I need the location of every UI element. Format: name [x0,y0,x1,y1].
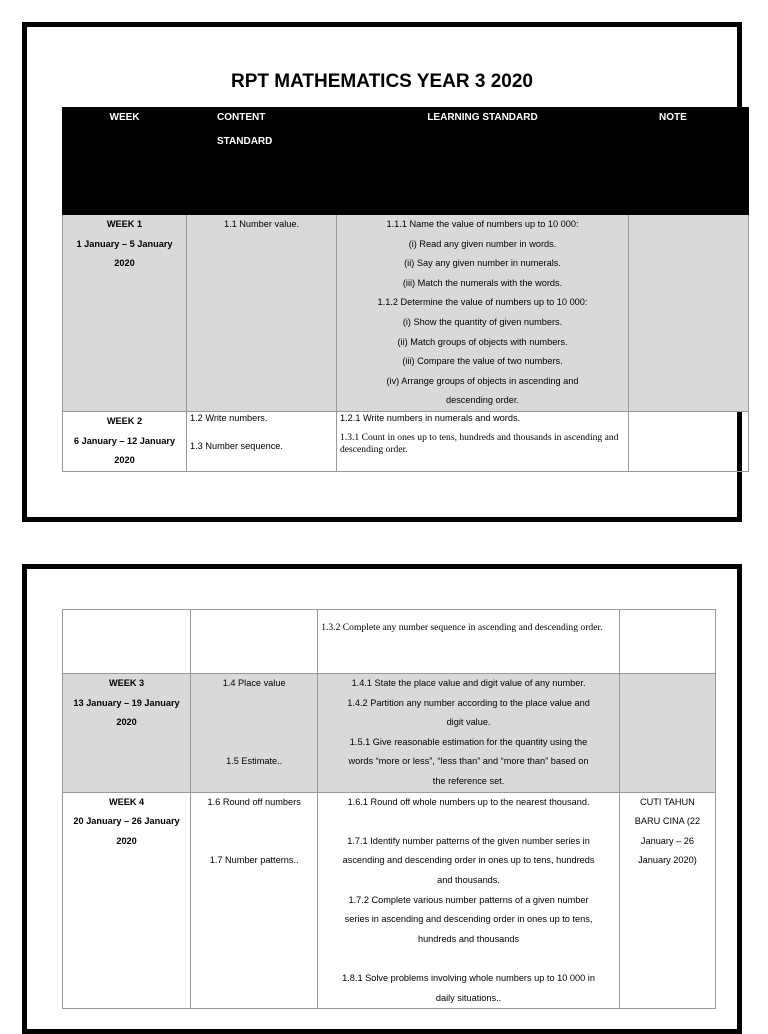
learning-standard-cell [318,610,620,674]
content-line: 1.4 Place value [222,678,286,688]
week-label: WEEK 2 [106,415,143,426]
week-label: WEEK 4 [108,796,145,807]
content-standard-cell: 1.1 Number value. [187,215,337,412]
week-dates: 6 January – 12 January [73,435,176,446]
learning-line: 1.6.1 Round off whole numbers up to the nearest thousand. [347,796,590,807]
note-line: January – 26 [640,835,694,846]
learning-line: descending order. [445,395,520,406]
note-cell [629,411,749,471]
week-cell [63,674,191,793]
learning-line: 1.4.1 State the place value and digit value of any number. [351,678,586,688]
table-row-week-2 [63,411,749,471]
week-dates: 13 January – 19 January [73,697,180,708]
scheme-table-2 [62,609,716,1009]
learning-line [321,812,616,832]
week-year: 2020 [116,835,137,846]
learning-line: ascending and descending order in ones up to tens, hundreds [342,855,595,866]
learning-standard-cell [337,215,629,412]
note-cell [619,792,715,1009]
week-label: WEEK 3 [108,678,145,688]
header-note: NOTE [629,108,749,215]
week-year: 2020 [114,455,135,466]
learning-line: 1.1.1 Name the value of numbers up to 10 000: [386,219,579,229]
learning-standard-cell [318,792,620,1009]
document-page-1 [22,22,742,522]
table-row-continued [63,610,716,674]
note-cell [619,674,715,793]
learning-line: words “more or less”, “less than” and “more than” based on [348,756,589,767]
content-standard-cell [187,411,337,471]
content-line: 1.6 Round off numbers [207,796,301,807]
learning-line: (i) Show the quantity of given numbers. [402,316,563,327]
document-page-2 [22,564,742,1034]
week-cell [63,411,187,471]
content-standard-cell [191,610,318,674]
learning-line: series in ascending and descending order in ones up to tens, [344,914,593,925]
learning-line: and thousands. [437,874,500,885]
learning-line: (iii) Match the numerals with the words. [402,277,563,288]
week-dates: 1 January – 5 January [76,238,173,249]
content-standard-cell [191,792,318,1009]
learning-line: daily situations.. [435,992,502,1003]
table-header-row [63,108,749,215]
scheme-table-1 [62,107,749,472]
table-row-week-4 [63,792,716,1009]
week-dates: 20 January – 26 January [73,816,180,827]
content-line: 1.3 Number sequence. [190,440,283,451]
learning-line: (ii) Match groups of objects with numbers. [397,336,568,347]
week-cell [63,215,187,412]
week-cell [63,792,191,1009]
content-line: 1.5 Estimate.. [226,755,283,766]
note-line: CUTI TAHUN [640,796,695,807]
note-cell [629,215,749,412]
learning-line: 1.8.1 Solve problems involving whole numbers up to 10 000 in [342,972,595,983]
learning-line [321,949,616,969]
learning-line: 1.3.1 Count in ones up to tens, hundreds and thousands in ascending and descending order. [340,431,619,455]
learning-line: (i) Read any given number in words. [408,238,557,249]
learning-line: 1.2.1 Write numbers in numerals and words. [340,412,521,423]
learning-line: 1.5.1 Give reasonable estimation for the quantity using the [349,736,588,747]
note-cell [619,610,715,674]
document-title: RPT MATHEMATICS YEAR 3 2020 [231,71,533,92]
learning-standard-cell [318,674,620,793]
content-standard-cell [191,674,318,793]
header-learning-standard: LEARNING STANDARD [337,108,629,215]
learning-line: 1.1.2 Determine the value of numbers up to 10 000: [377,297,588,308]
learning-line: 1.7.2 Complete various number patterns of a given number [348,894,589,905]
learning-line: the reference set. [432,775,505,786]
learning-line: digit value. [446,717,491,728]
learning-standard-cell [337,411,629,471]
learning-line: 1.7.1 Identify number patterns of the given number series in [347,835,590,846]
learning-line: (ii) Say any given number in numerals. [404,258,561,269]
week-year: 2020 [116,717,137,728]
week-year: 2020 [114,258,135,269]
learning-line: 1.4.2 Partition any number according to the place value and [347,697,590,708]
note-line: January 2020) [638,855,697,866]
table-row-week-3 [63,674,716,793]
learning-line: (iii) Compare the value of two numbers. [402,356,563,367]
content-line: 1.7 Number patterns.. [209,855,299,866]
content-line: 1.2 Write numbers. [190,412,268,423]
week-cell [63,610,191,674]
learning-line: hundreds and thousands [417,933,520,944]
header-week: WEEK [63,108,187,215]
table-row-week-1 [63,215,749,412]
header-content-line-1: CONTENT [217,112,266,123]
header-content-line-2: STANDARD [217,135,273,147]
learning-line: 1.3.2 Complete any number sequence in ascending and descending order. [321,622,603,633]
note-line: BARU CINA (22 [634,816,701,827]
header-content-standard [187,108,337,215]
learning-line: (iv) Arrange groups of objects in ascending and [386,375,579,386]
week-label: WEEK 1 [106,219,143,229]
